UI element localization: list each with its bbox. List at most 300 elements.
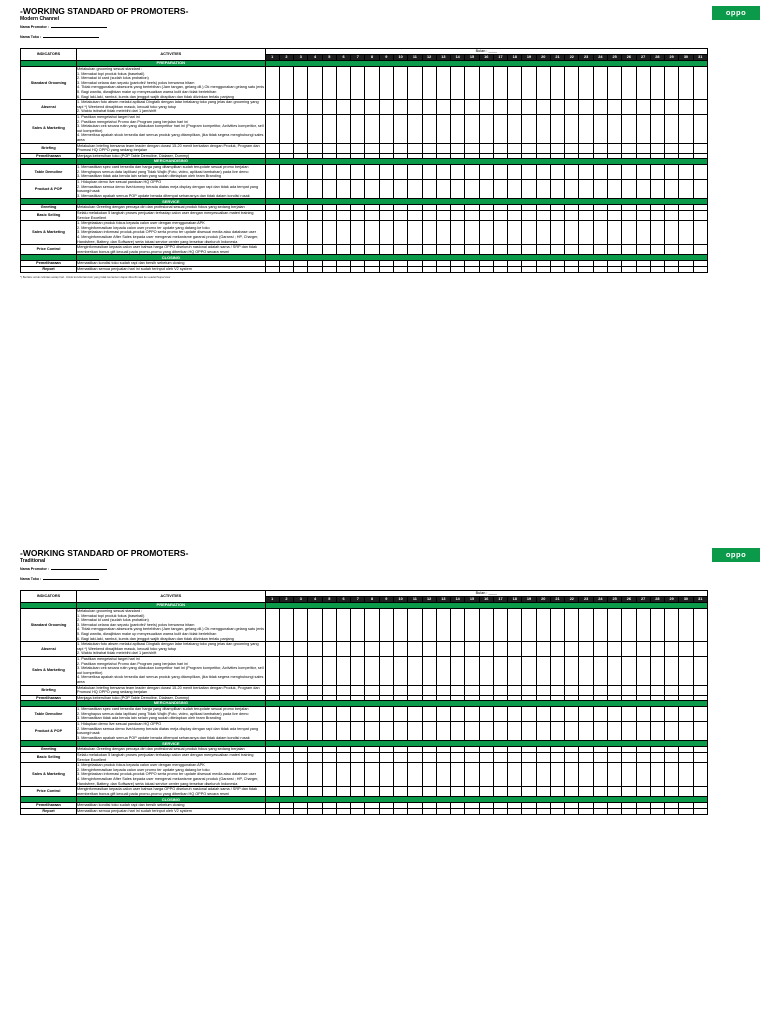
day-check-cell[interactable] [308, 245, 322, 255]
day-check-cell[interactable] [265, 642, 279, 657]
day-check-cell[interactable] [579, 211, 593, 221]
day-check-cell[interactable] [565, 180, 579, 199]
day-check-cell[interactable] [622, 808, 636, 814]
day-check-cell[interactable] [465, 245, 479, 255]
day-check-cell[interactable] [408, 787, 422, 797]
day-check-cell[interactable] [550, 245, 564, 255]
day-check-cell[interactable] [379, 266, 393, 272]
day-check-cell[interactable] [522, 114, 536, 143]
day-check-cell[interactable] [536, 609, 550, 642]
day-check-cell[interactable] [408, 114, 422, 143]
day-check-cell[interactable] [379, 180, 393, 199]
day-check-cell[interactable] [522, 656, 536, 685]
day-check-cell[interactable] [294, 266, 308, 272]
day-check-cell[interactable] [679, 642, 693, 657]
day-check-cell[interactable] [294, 656, 308, 685]
day-check-cell[interactable] [451, 685, 465, 695]
day-check-cell[interactable] [308, 211, 322, 221]
day-check-cell[interactable] [379, 656, 393, 685]
day-check-cell[interactable] [336, 763, 350, 787]
day-check-cell[interactable] [436, 707, 450, 722]
day-check-cell[interactable] [265, 211, 279, 221]
day-check-cell[interactable] [479, 221, 493, 245]
day-check-cell[interactable] [336, 266, 350, 272]
day-check-cell[interactable] [536, 221, 550, 245]
day-check-cell[interactable] [665, 165, 679, 180]
day-check-cell[interactable] [365, 221, 379, 245]
day-check-cell[interactable] [322, 100, 336, 115]
day-check-cell[interactable] [279, 753, 293, 763]
day-check-cell[interactable] [265, 753, 279, 763]
day-check-cell[interactable] [650, 245, 664, 255]
day-check-cell[interactable] [593, 211, 607, 221]
day-check-cell[interactable] [665, 763, 679, 787]
day-check-cell[interactable] [607, 656, 621, 685]
day-check-cell[interactable] [365, 722, 379, 741]
day-check-cell[interactable] [579, 165, 593, 180]
day-check-cell[interactable] [607, 143, 621, 153]
day-check-cell[interactable] [593, 787, 607, 797]
day-check-cell[interactable] [693, 722, 707, 741]
day-check-cell[interactable] [508, 685, 522, 695]
day-check-cell[interactable] [351, 67, 365, 100]
day-check-cell[interactable] [479, 753, 493, 763]
day-check-cell[interactable] [479, 100, 493, 115]
day-check-cell[interactable] [579, 245, 593, 255]
day-check-cell[interactable] [665, 221, 679, 245]
day-check-cell[interactable] [265, 266, 279, 272]
day-check-cell[interactable] [522, 707, 536, 722]
day-check-cell[interactable] [351, 100, 365, 115]
day-check-cell[interactable] [607, 165, 621, 180]
day-check-cell[interactable] [294, 707, 308, 722]
day-check-cell[interactable] [379, 808, 393, 814]
day-check-cell[interactable] [265, 656, 279, 685]
day-check-cell[interactable] [650, 221, 664, 245]
day-check-cell[interactable] [593, 165, 607, 180]
day-check-cell[interactable] [550, 642, 564, 657]
day-check-cell[interactable] [336, 685, 350, 695]
day-check-cell[interactable] [351, 722, 365, 741]
day-check-cell[interactable] [451, 763, 465, 787]
day-check-cell[interactable] [336, 722, 350, 741]
day-check-cell[interactable] [351, 787, 365, 797]
day-check-cell[interactable] [379, 165, 393, 180]
day-check-cell[interactable] [294, 609, 308, 642]
day-check-cell[interactable] [365, 609, 379, 642]
day-check-cell[interactable] [422, 787, 436, 797]
day-check-cell[interactable] [265, 787, 279, 797]
day-check-cell[interactable] [650, 808, 664, 814]
day-check-cell[interactable] [422, 642, 436, 657]
day-check-cell[interactable] [536, 808, 550, 814]
day-check-cell[interactable] [436, 211, 450, 221]
day-check-cell[interactable] [436, 180, 450, 199]
day-check-cell[interactable] [379, 763, 393, 787]
day-check-cell[interactable] [436, 808, 450, 814]
day-check-cell[interactable] [308, 266, 322, 272]
day-check-cell[interactable] [393, 787, 407, 797]
day-check-cell[interactable] [607, 722, 621, 741]
day-check-cell[interactable] [622, 787, 636, 797]
day-check-cell[interactable] [294, 143, 308, 153]
day-check-cell[interactable] [579, 763, 593, 787]
day-check-cell[interactable] [408, 165, 422, 180]
day-check-cell[interactable] [622, 609, 636, 642]
day-check-cell[interactable] [607, 245, 621, 255]
day-check-cell[interactable] [351, 211, 365, 221]
day-check-cell[interactable] [422, 722, 436, 741]
day-check-cell[interactable] [308, 67, 322, 100]
day-check-cell[interactable] [308, 143, 322, 153]
day-check-cell[interactable] [451, 211, 465, 221]
day-check-cell[interactable] [607, 609, 621, 642]
day-check-cell[interactable] [565, 609, 579, 642]
day-check-cell[interactable] [465, 143, 479, 153]
day-check-cell[interactable] [593, 722, 607, 741]
day-check-cell[interactable] [436, 245, 450, 255]
day-check-cell[interactable] [465, 165, 479, 180]
day-check-cell[interactable] [393, 753, 407, 763]
day-check-cell[interactable] [636, 211, 650, 221]
day-check-cell[interactable] [493, 685, 507, 695]
day-check-cell[interactable] [451, 100, 465, 115]
day-check-cell[interactable] [265, 221, 279, 245]
day-check-cell[interactable] [493, 656, 507, 685]
day-check-cell[interactable] [336, 211, 350, 221]
day-check-cell[interactable] [636, 685, 650, 695]
day-check-cell[interactable] [650, 67, 664, 100]
day-check-cell[interactable] [565, 642, 579, 657]
day-check-cell[interactable] [365, 114, 379, 143]
day-check-cell[interactable] [650, 165, 664, 180]
day-check-cell[interactable] [479, 180, 493, 199]
store-name-field[interactable]: Nama Toko : [20, 35, 708, 42]
day-check-cell[interactable] [422, 100, 436, 115]
day-check-cell[interactable] [279, 685, 293, 695]
day-check-cell[interactable] [493, 221, 507, 245]
day-check-cell[interactable] [436, 100, 450, 115]
day-check-cell[interactable] [465, 763, 479, 787]
day-check-cell[interactable] [393, 143, 407, 153]
day-check-cell[interactable] [451, 808, 465, 814]
day-check-cell[interactable] [408, 722, 422, 741]
day-check-cell[interactable] [336, 165, 350, 180]
day-check-cell[interactable] [522, 266, 536, 272]
day-check-cell[interactable] [279, 165, 293, 180]
day-check-cell[interactable] [665, 143, 679, 153]
day-check-cell[interactable] [322, 211, 336, 221]
day-check-cell[interactable] [294, 642, 308, 657]
day-check-cell[interactable] [679, 67, 693, 100]
day-check-cell[interactable] [550, 656, 564, 685]
day-check-cell[interactable] [465, 787, 479, 797]
day-check-cell[interactable] [393, 656, 407, 685]
day-check-cell[interactable] [408, 221, 422, 245]
day-check-cell[interactable] [593, 114, 607, 143]
day-check-cell[interactable] [650, 787, 664, 797]
day-check-cell[interactable] [636, 722, 650, 741]
day-check-cell[interactable] [579, 685, 593, 695]
day-check-cell[interactable] [379, 114, 393, 143]
day-check-cell[interactable] [465, 722, 479, 741]
day-check-cell[interactable] [593, 808, 607, 814]
day-check-cell[interactable] [336, 143, 350, 153]
day-check-cell[interactable] [436, 609, 450, 642]
day-check-cell[interactable] [294, 763, 308, 787]
day-check-cell[interactable] [508, 221, 522, 245]
day-check-cell[interactable] [650, 753, 664, 763]
day-check-cell[interactable] [493, 67, 507, 100]
day-check-cell[interactable] [436, 642, 450, 657]
day-check-cell[interactable] [565, 165, 579, 180]
day-check-cell[interactable] [550, 808, 564, 814]
day-check-cell[interactable] [365, 143, 379, 153]
day-check-cell[interactable] [622, 143, 636, 153]
day-check-cell[interactable] [536, 165, 550, 180]
day-check-cell[interactable] [451, 753, 465, 763]
day-check-cell[interactable] [294, 114, 308, 143]
day-check-cell[interactable] [294, 245, 308, 255]
day-check-cell[interactable] [379, 245, 393, 255]
day-check-cell[interactable] [636, 180, 650, 199]
day-check-cell[interactable] [279, 245, 293, 255]
day-check-cell[interactable] [522, 211, 536, 221]
day-check-cell[interactable] [393, 722, 407, 741]
promoter-name-field[interactable]: Nama Promotor : [20, 567, 708, 574]
day-check-cell[interactable] [607, 808, 621, 814]
day-check-cell[interactable] [636, 245, 650, 255]
day-check-cell[interactable] [693, 753, 707, 763]
day-check-cell[interactable] [593, 180, 607, 199]
day-check-cell[interactable] [336, 221, 350, 245]
day-check-cell[interactable] [679, 143, 693, 153]
day-check-cell[interactable] [693, 180, 707, 199]
day-check-cell[interactable] [265, 143, 279, 153]
day-check-cell[interactable] [365, 707, 379, 722]
day-check-cell[interactable] [322, 143, 336, 153]
day-check-cell[interactable] [365, 266, 379, 272]
day-check-cell[interactable] [622, 245, 636, 255]
day-check-cell[interactable] [479, 763, 493, 787]
day-check-cell[interactable] [294, 722, 308, 741]
day-check-cell[interactable] [693, 763, 707, 787]
day-check-cell[interactable] [351, 685, 365, 695]
day-check-cell[interactable] [308, 656, 322, 685]
day-check-cell[interactable] [479, 656, 493, 685]
day-check-cell[interactable] [536, 67, 550, 100]
day-check-cell[interactable] [393, 609, 407, 642]
day-check-cell[interactable] [636, 143, 650, 153]
day-check-cell[interactable] [522, 180, 536, 199]
day-check-cell[interactable] [336, 808, 350, 814]
day-check-cell[interactable] [279, 642, 293, 657]
day-check-cell[interactable] [522, 642, 536, 657]
day-check-cell[interactable] [665, 609, 679, 642]
day-check-cell[interactable] [322, 221, 336, 245]
day-check-cell[interactable] [479, 685, 493, 695]
day-check-cell[interactable] [451, 221, 465, 245]
day-check-cell[interactable] [265, 685, 279, 695]
day-check-cell[interactable] [536, 211, 550, 221]
day-check-cell[interactable] [593, 221, 607, 245]
day-check-cell[interactable] [650, 100, 664, 115]
day-check-cell[interactable] [493, 707, 507, 722]
day-check-cell[interactable] [622, 722, 636, 741]
day-check-cell[interactable] [322, 787, 336, 797]
day-check-cell[interactable] [493, 808, 507, 814]
day-check-cell[interactable] [607, 642, 621, 657]
day-check-cell[interactable] [636, 67, 650, 100]
day-check-cell[interactable] [479, 642, 493, 657]
day-check-cell[interactable] [422, 656, 436, 685]
day-check-cell[interactable] [422, 808, 436, 814]
day-check-cell[interactable] [436, 143, 450, 153]
day-check-cell[interactable] [322, 165, 336, 180]
day-check-cell[interactable] [536, 143, 550, 153]
day-check-cell[interactable] [693, 143, 707, 153]
day-check-cell[interactable] [451, 266, 465, 272]
day-check-cell[interactable] [479, 245, 493, 255]
day-check-cell[interactable] [308, 787, 322, 797]
day-check-cell[interactable] [479, 609, 493, 642]
day-check-cell[interactable] [422, 266, 436, 272]
day-check-cell[interactable] [422, 685, 436, 695]
day-check-cell[interactable] [579, 100, 593, 115]
day-check-cell[interactable] [693, 165, 707, 180]
day-check-cell[interactable] [393, 685, 407, 695]
day-check-cell[interactable] [436, 685, 450, 695]
day-check-cell[interactable] [636, 787, 650, 797]
day-check-cell[interactable] [379, 221, 393, 245]
day-check-cell[interactable] [336, 100, 350, 115]
day-check-cell[interactable] [593, 763, 607, 787]
day-check-cell[interactable] [522, 763, 536, 787]
day-check-cell[interactable] [351, 753, 365, 763]
day-check-cell[interactable] [308, 114, 322, 143]
day-check-cell[interactable] [536, 722, 550, 741]
day-check-cell[interactable] [393, 221, 407, 245]
day-check-cell[interactable] [351, 221, 365, 245]
day-check-cell[interactable] [579, 722, 593, 741]
day-check-cell[interactable] [294, 180, 308, 199]
day-check-cell[interactable] [422, 753, 436, 763]
day-check-cell[interactable] [550, 266, 564, 272]
day-check-cell[interactable] [479, 787, 493, 797]
day-check-cell[interactable] [322, 67, 336, 100]
day-check-cell[interactable] [493, 266, 507, 272]
day-check-cell[interactable] [650, 143, 664, 153]
day-check-cell[interactable] [593, 245, 607, 255]
day-check-cell[interactable] [465, 100, 479, 115]
day-check-cell[interactable] [493, 787, 507, 797]
day-check-cell[interactable] [565, 245, 579, 255]
day-check-cell[interactable] [365, 642, 379, 657]
day-check-cell[interactable] [279, 211, 293, 221]
day-check-cell[interactable] [565, 787, 579, 797]
day-check-cell[interactable] [536, 642, 550, 657]
day-check-cell[interactable] [636, 221, 650, 245]
day-check-cell[interactable] [593, 100, 607, 115]
day-check-cell[interactable] [650, 656, 664, 685]
day-check-cell[interactable] [650, 763, 664, 787]
day-check-cell[interactable] [550, 67, 564, 100]
day-check-cell[interactable] [422, 707, 436, 722]
day-check-cell[interactable] [622, 114, 636, 143]
day-check-cell[interactable] [379, 609, 393, 642]
day-check-cell[interactable] [693, 67, 707, 100]
day-check-cell[interactable] [565, 753, 579, 763]
store-name-field[interactable]: Nama Toko : [20, 577, 708, 584]
day-check-cell[interactable] [650, 266, 664, 272]
day-check-cell[interactable] [322, 753, 336, 763]
day-check-cell[interactable] [265, 245, 279, 255]
day-check-cell[interactable] [693, 808, 707, 814]
day-check-cell[interactable] [294, 753, 308, 763]
promoter-name-field[interactable]: Nama Promotor : [20, 25, 708, 32]
day-check-cell[interactable] [393, 642, 407, 657]
day-check-cell[interactable] [522, 722, 536, 741]
day-check-cell[interactable] [650, 642, 664, 657]
day-check-cell[interactable] [650, 722, 664, 741]
day-check-cell[interactable] [550, 763, 564, 787]
day-check-cell[interactable] [465, 753, 479, 763]
day-check-cell[interactable] [379, 685, 393, 695]
day-check-cell[interactable] [308, 763, 322, 787]
day-check-cell[interactable] [351, 266, 365, 272]
day-check-cell[interactable] [565, 707, 579, 722]
day-check-cell[interactable] [536, 753, 550, 763]
day-check-cell[interactable] [493, 114, 507, 143]
day-check-cell[interactable] [408, 642, 422, 657]
day-check-cell[interactable] [679, 722, 693, 741]
day-check-cell[interactable] [351, 114, 365, 143]
day-check-cell[interactable] [636, 165, 650, 180]
day-check-cell[interactable] [422, 763, 436, 787]
day-check-cell[interactable] [622, 180, 636, 199]
day-check-cell[interactable] [322, 722, 336, 741]
day-check-cell[interactable] [693, 221, 707, 245]
day-check-cell[interactable] [593, 609, 607, 642]
day-check-cell[interactable] [379, 707, 393, 722]
day-check-cell[interactable] [265, 722, 279, 741]
day-check-cell[interactable] [436, 67, 450, 100]
day-check-cell[interactable] [365, 808, 379, 814]
day-check-cell[interactable] [522, 221, 536, 245]
day-check-cell[interactable] [536, 685, 550, 695]
day-check-cell[interactable] [693, 114, 707, 143]
day-check-cell[interactable] [336, 609, 350, 642]
day-check-cell[interactable] [550, 211, 564, 221]
day-check-cell[interactable] [436, 114, 450, 143]
day-check-cell[interactable] [408, 211, 422, 221]
day-check-cell[interactable] [265, 808, 279, 814]
day-check-cell[interactable] [622, 266, 636, 272]
day-check-cell[interactable] [265, 763, 279, 787]
day-check-cell[interactable] [508, 787, 522, 797]
day-check-cell[interactable] [408, 609, 422, 642]
day-check-cell[interactable] [479, 722, 493, 741]
day-check-cell[interactable] [365, 211, 379, 221]
day-check-cell[interactable] [451, 722, 465, 741]
day-check-cell[interactable] [693, 211, 707, 221]
day-check-cell[interactable] [465, 609, 479, 642]
day-check-cell[interactable] [351, 808, 365, 814]
day-check-cell[interactable] [451, 642, 465, 657]
day-check-cell[interactable] [436, 753, 450, 763]
day-check-cell[interactable] [636, 100, 650, 115]
day-check-cell[interactable] [665, 656, 679, 685]
